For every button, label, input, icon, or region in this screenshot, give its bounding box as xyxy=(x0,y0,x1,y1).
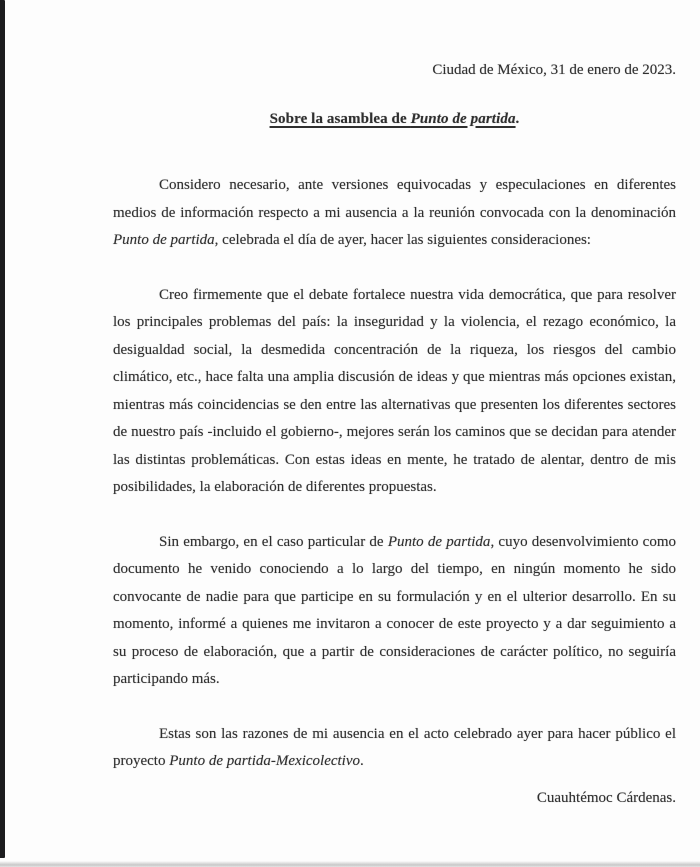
text-run: Considero necesario, ante versiones equivocadas y especulaciones en diferentes medios de información respecto a mi ausencia a la reunión convocada con la denominación xyxy=(113,177,676,221)
italic-phrase: Punto de partida-Mexicolectivo xyxy=(169,753,361,769)
text-run: , celebrada el día de ayer, hacer las siguientes consideraciones: xyxy=(214,232,591,248)
text-run: . xyxy=(360,753,364,769)
letter-title xyxy=(113,106,676,134)
paragraph xyxy=(113,172,676,255)
signature: Cuauhtémoc Cárdenas. xyxy=(536,789,676,806)
paragraph xyxy=(113,529,676,694)
text-run: Sin embargo, en el caso particular de xyxy=(159,533,388,550)
text-run: Estas son las razones de mi ausencia en el acto celebrado ayer para hacer público el proyecto xyxy=(113,725,676,769)
text-run: Creo firmemente que el debate fortalece nuestra vida democrática, que para resolver los principales problemas del país: la inseguridad y la violencia, el rezago económico, la desigualdad social, la desmedida concentración de la riqueza, los riesgos del cambio climático, etc., hace falta una amplia discusión de ideas y que mientras más opciones existan, mientras más coincidencias se den entre las alternativas que presenten los diferentes sectores de nuestro país -incluido el gobierno-, mejores serán los caminos que se decidan para atender las distintas problemáticas. Con estas ideas en mente, he tratado de alentar, dentro de mis posibilidades, la elaboración de diferentes propuestas. xyxy=(113,286,676,495)
title-prefix: Sobre la asamblea de xyxy=(269,110,411,127)
italic-phrase: Punto de partida xyxy=(387,533,491,550)
paragraph xyxy=(113,721,676,776)
dateline: Ciudad de México, 31 de enero de 2023. xyxy=(432,62,676,78)
title-underlined-text xyxy=(270,111,516,127)
paragraphs xyxy=(113,172,676,776)
title-italic-phrase: Punto de partida xyxy=(410,110,516,127)
paragraph xyxy=(113,282,676,502)
text-run: , cuyo desenvolvimiento como documento he venido conociendo a lo largo del tiempo, en ningún momento he sido convocante de nadie para que participe en su formulación y en el ulterior desarrollo. En su momento, informé a quienes me invitaron a conocer de este proyecto y a dar seguimiento a su proceso de elaboración, que a partir de consideraciones de carácter político, no seguiría participando más. xyxy=(113,533,676,687)
scan-bottom-edge-artifact xyxy=(0,861,700,867)
title-period: . xyxy=(515,110,520,127)
italic-phrase: Punto de partida xyxy=(113,232,215,248)
